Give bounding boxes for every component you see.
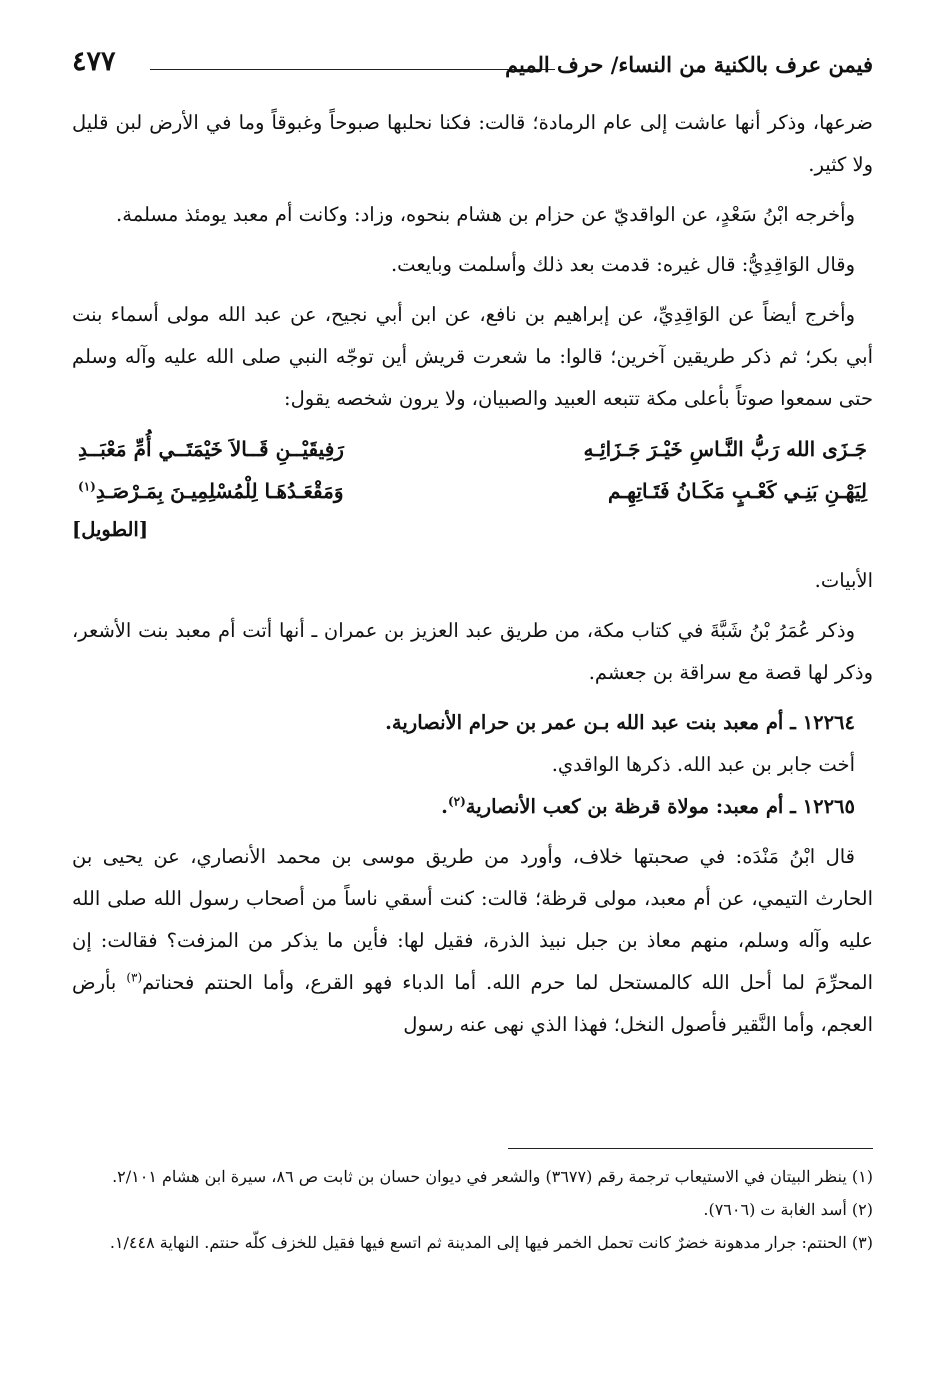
biography-entry xyxy=(72,786,873,828)
verse-hemistich: جَـزَى الله رَبُّ النَّـاسِ خَيْـرَ جَـزَائِـهِ xyxy=(583,437,867,461)
running-title: فيمن عرف بالكنية من النساء/ حرف الميم xyxy=(505,52,873,77)
footnote-divider xyxy=(508,1148,873,1149)
biography-entry: ١٢٢٦٤ ـ أم معبد بنت عبد الله بـن عمر بن حرام الأنصارية. xyxy=(385,711,855,734)
footnote: (٢) أسد الغابة ت (٧٦٠٦). xyxy=(703,1200,873,1219)
page-header xyxy=(72,46,873,86)
main-text xyxy=(72,102,873,1054)
paragraph-text: بأرض العجم، وأما النَّقير فأصول النخل؛ فهذا الذي نهى عنه رسول xyxy=(72,971,873,1036)
header-rule xyxy=(150,69,555,70)
footnotes xyxy=(72,1160,873,1259)
footnote: (١) ينظر البيتان في الاستيعاب ترجمة رقم (٣٦٧٧) والشعر في ديوان حسان بن ثابت ص ٨٦، سيرة ابن هشام ٢/١٠١. xyxy=(112,1167,873,1186)
entry-note: أخت جابر بن عبد الله. ذكرها الواقدي. xyxy=(551,753,855,776)
paragraph: الأبيات. xyxy=(814,569,873,592)
page-number: ٤٧٧ xyxy=(72,46,116,77)
entry-end: . xyxy=(441,795,448,818)
verse-text: وَمَقْعَـدُهَـا لِلْمُسْلِمِيـنَ بِمَـرْصَـدِ xyxy=(95,479,344,503)
paragraph xyxy=(72,836,873,1046)
paragraph: وأخرج أيضاً عن الوَاقِدِيِّ، عن إبراهيم بن نافع، عن ابن أبي نجيح، عن عبد الله مولى أسماء بنت أبي بكر؛ ثم ذكر طريقين آخرين؛ قالوا: ما شعرت قريش أين توجّه النبي صلى الله عليه وآله وسلم حتى سمعوا صوتاً بأعلى مكة تتبعه العبيد والصبيان، ولا يرون شخصه يقول: xyxy=(72,303,873,410)
verse-hemistich: لِيَهْـنِ بَنِـي كَعْـبٍ مَكَـانُ فَتَـاتِهِـم xyxy=(608,479,867,503)
footnote: (٣) الحنتم: جرار مدهونة خضرٌ كانت تحمل الخمر فيها إلى المدينة ثم اتسع فيها فقيل للخزف كلّه حنتم. النهاية ١/٤٤٨. xyxy=(109,1233,873,1252)
footnote-marker: (٢) xyxy=(447,794,466,809)
paragraph-text: قال ابْنُ مَنْدَه: في صحبتها خلاف، وأورد من طريق موسى بن محمد الأنصاري، عن يحيى بن الحارث التيمي، عن أم معبد، مولى قرظة؛ قالت: كنت أسقي ناساً من أصحاب رسول الله صلى الله عليه وآله وسلم، منهم معاذ بن جبل نبيذ الذرة، فقيل لها: فأين ما يذكر من المزفت؟ فقالت: إن المحرِّمَ لما أحل الله كالمستحل لما حرم الله. أما الدباء فهو القرع، وأما الحنتم فحناتم xyxy=(72,845,873,994)
footnote-marker: (١) xyxy=(78,479,96,494)
footnote-marker: (٣) xyxy=(126,970,143,985)
paragraph: وذكر عُمَرُ بْنُ شَبَّةَ في كتاب مكة، من طريق عبد العزيز بن عمران ـ أنها أتت أم معبد بنت الأشعر، وذكر لها قصة مع سراقة بن جعشم. xyxy=(72,619,873,684)
verse-hemistich: رَفِيقَيْــنِ قَــالاَ خَيْمَتَــي أُمِّ مَعْبَــدِ xyxy=(78,437,344,461)
poem xyxy=(72,428,873,512)
verse-hemistich xyxy=(78,470,344,512)
paragraph: ضرعها، وذكر أنها عاشت إلى عام الرمادة؛ قالت: فكنا نحلبها صبوحاً وغبوقاً وما في الأرض لبن قليل ولا كثير. xyxy=(72,111,873,176)
entry-text: ١٢٢٦٥ ـ أم معبد: مولاة قرظة بن كعب الأنصارية xyxy=(465,795,855,818)
paragraph: وقال الوَاقِدِيُّ: قال غيره: قدمت بعد ذلك وأسلمت وبايعت. xyxy=(390,253,855,276)
paragraph: وأخرجه ابْنُ سَعْدٍ، عن الواقديّ عن حزام بن هشام بنحوه، وزاد: وكانت أم معبد يومئذ مسلمة. xyxy=(116,203,855,226)
poem-meter: [الطويل] xyxy=(72,518,149,541)
